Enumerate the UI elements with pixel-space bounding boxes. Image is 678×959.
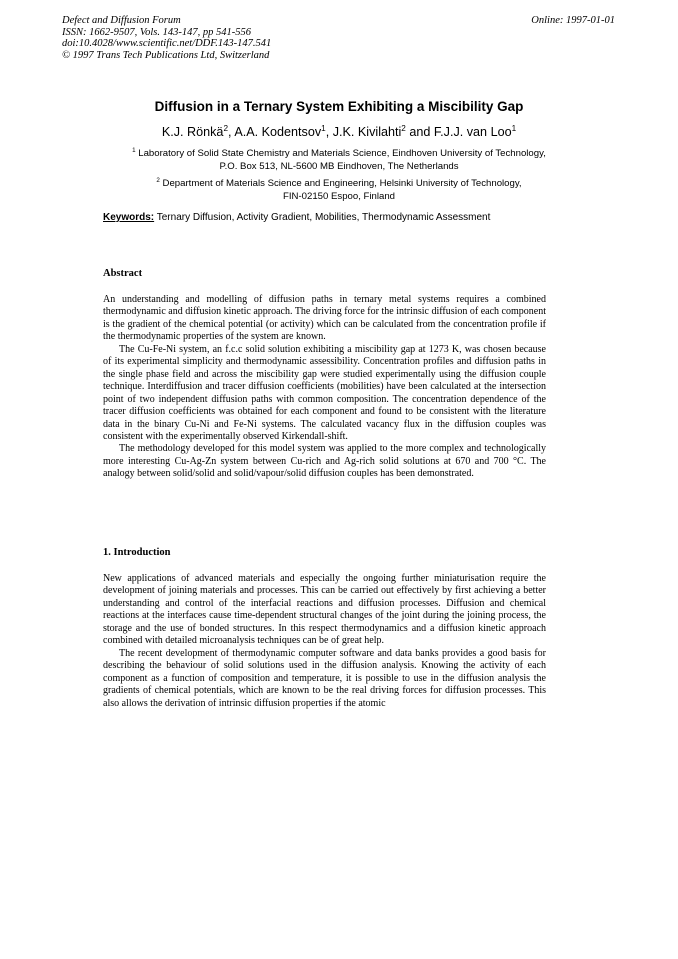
- author-separator: ,: [325, 125, 333, 139]
- affiliation-line: P.O. Box 513, NL-5600 MB Eindhoven, The Netherlands: [219, 160, 459, 172]
- abstract-paragraph: An understanding and modelling of diffusion paths in ternary metal systems requires a combined thermodynamic and diffusion kinetic approach. The driving force for the intrinsic diffusion of each component is the gradient of the chemical potential (or activity) which can be calculated from the concentration profile if the thermodynamic properties of the system are known.: [103, 294, 546, 343]
- abstract-heading: Abstract: [103, 268, 143, 279]
- abstract-body: [103, 294, 546, 481]
- author-affiliation-mark: 1: [321, 123, 326, 133]
- author-affiliation-mark: 1: [511, 123, 517, 133]
- author-name: J.K. Kivilahti: [332, 125, 402, 139]
- author-affiliation-mark: 2: [223, 123, 229, 133]
- abstract-paragraph: The Cu-Fe-Ni system, an f.c.c solid solution exhibiting a miscibility gap at 1273 K, was chosen because of its experimental simplicity and thermodynamic assessibility. Concentration profiles and diffusion paths in the single phase field and across the miscibility gap were studied experimentally using the diffusion couple technique. Interdiffusion and tracer diffusion coefficients (mobilities) have been calculated at the intersection point of two independent diffusion paths with common composition. The concentration dependence of the tracer diffusion coefficients was obtained for each component and found to be consistent with the literature data in the binary Cu-Ni and Fe-Ni systems. The calculated vacancy flux in the diffusion couples was consistent with the experimentally observed Kirkendall-shift.: [103, 343, 546, 442]
- online-date: Online: 1997-01-01: [531, 15, 615, 26]
- issn-line: ISSN: 1662-9507, Vols. 143-147, pp 541-556: [62, 26, 251, 38]
- paper-title: Diffusion in a Ternary System Exhibiting a Miscibility Gap: [154, 99, 524, 114]
- author-name: K.J. Rönkä: [161, 125, 224, 139]
- author-separator: ,: [228, 125, 235, 139]
- affiliation-line: FIN-02150 Espoo, Finland: [283, 190, 395, 202]
- publication-info: [62, 15, 271, 61]
- affiliation-mark: 2: [156, 176, 160, 184]
- author-name: F.J.J. van Loo: [433, 125, 512, 139]
- affiliation: [0, 178, 678, 203]
- affiliation: [0, 148, 678, 173]
- introduction-heading: 1. Introduction: [103, 547, 171, 558]
- author-list: [0, 125, 678, 139]
- introduction-paragraph: The recent development of thermodynamic computer software and data banks provides a good basis for describing the behaviour of solid solutions used in the diffusion analysis. Knowing the activity of each component as a function of composition and temperature, it is possible to use in the diffusion analysis the gradients of chemical potentials, which are known to be the real driving forces for diffusion processes. This also allows the derivation of intrinsic diffusion properties if the atomic: [103, 647, 546, 709]
- author-name: A.A. Kodentsov: [234, 125, 322, 139]
- keywords-text: Ternary Diffusion, Activity Gradient, Mobilities, Thermodynamic Assessment: [156, 212, 491, 223]
- affiliation-line: Laboratory of Solid State Chemistry and Materials Science, Eindhoven University of Technology,: [138, 148, 546, 159]
- copyright-line: © 1997 Trans Tech Publications Ltd, Switzerland: [62, 49, 270, 61]
- journal-name: Defect and Diffusion Forum: [62, 15, 181, 26]
- doi-link[interactable]: doi:10.4028/www.scientific.net/DDF.143-147.541: [62, 38, 272, 49]
- affiliation-mark: 1: [132, 146, 136, 154]
- affiliation-line: Department of Materials Science and Engineering, Helsinki University of Technology,: [162, 178, 522, 189]
- keywords-label: Keywords:: [103, 212, 155, 223]
- introduction-body: [103, 573, 546, 710]
- keywords: [103, 212, 490, 223]
- author-separator: and: [405, 125, 434, 139]
- author-affiliation-mark: 2: [401, 123, 406, 133]
- introduction-paragraph: New applications of advanced materials and especially the ongoing further miniaturisation require the development of joining materials and processes. This can be carried out effectively by first achieving a better understanding and control of the interfacial reactions and diffusion processes. Diffusion and chemical reactions at the interfaces cause time-dependent structural changes of the joint during the joining process, the storage and the use of bonded structures. In this respect thermodynamics and a diffusion kinetic approach combined with detailed microanalysis techniques can be of great help.: [103, 573, 546, 647]
- abstract-paragraph: The methodology developed for this model system was applied to the more complex and technologically more interesting Cu-Ag-Zn system between Cu-rich and Ag-rich solid solutions at 670 and 700 °C. The analogy between solid/solid and solid/vapour/solid diffusion couples has been demonstrated.: [103, 443, 546, 480]
